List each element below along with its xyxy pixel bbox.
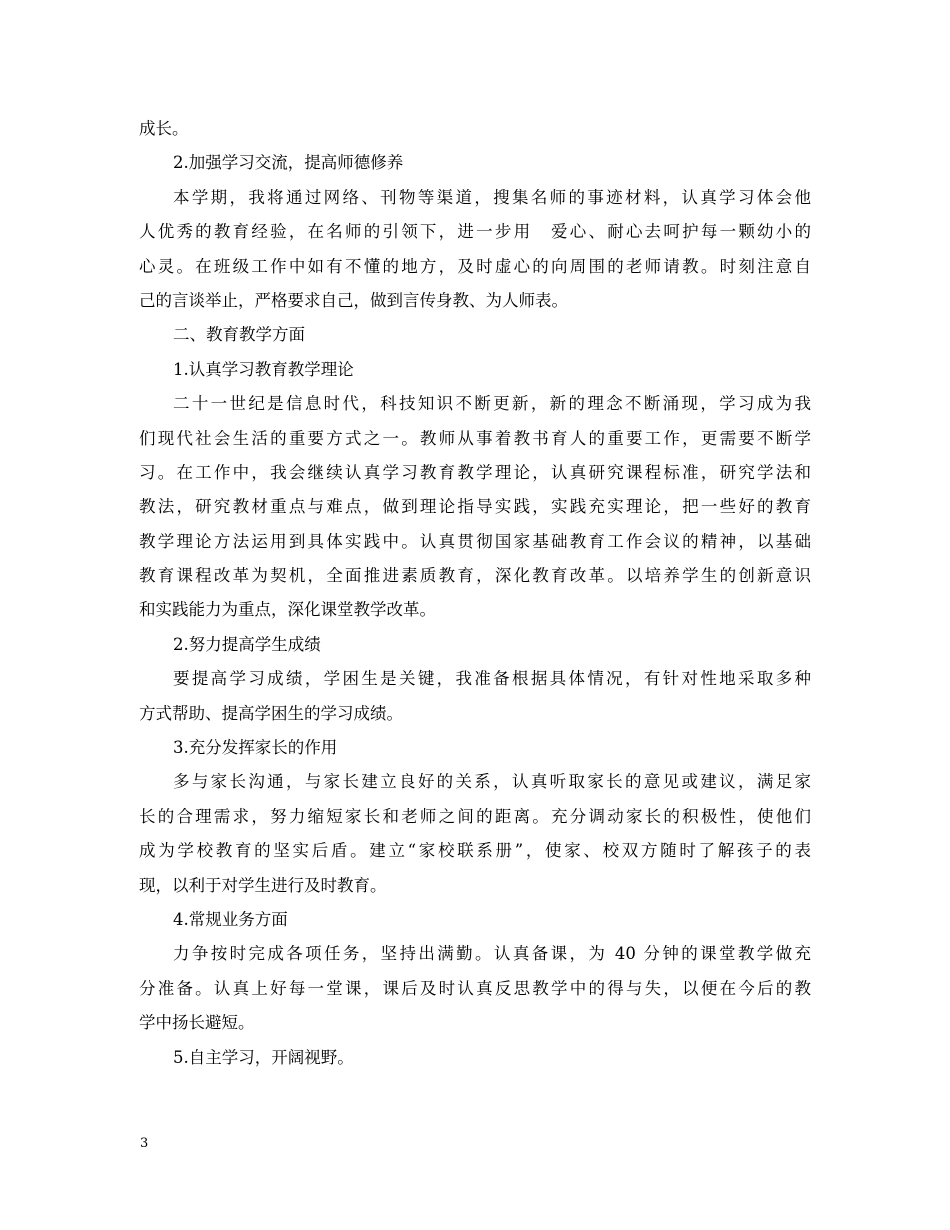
text-line: 分准备。认真上好每一堂课，课后及时认真反思教学中的得与失，以便在今后的教 <box>139 978 811 998</box>
text-line: 3.充分发挥家长的作用 <box>173 738 338 758</box>
text-line: 学中扬长避短。 <box>139 1013 255 1033</box>
text-line: 多与家长沟通，与家长建立良好的关系，认真听取家长的意见或建议，满足家 <box>173 772 811 792</box>
text-line: 习。在工作中，我会继续认真学习教育教学理论，认真研究课程标准，研究学法和 <box>139 462 811 482</box>
text-line: 长的合理需求，努力缩短家长和老师之间的距离。充分调动家长的积极性，使他们 <box>139 806 811 826</box>
text-line: 5.自主学习，开阔视野。 <box>173 1047 354 1067</box>
text-line: 成为学校教育的坚实后盾。建立“家校联系册”，使家、校双方随时了解孩子的表 <box>139 841 811 861</box>
document-body <box>139 112 811 1075</box>
text-line: 2.努力提高学生成绩 <box>173 634 321 654</box>
text-line: 4.常规业务方面 <box>173 909 288 929</box>
text-line: 心灵。在班级工作中如有不懂的地方，及时虚心的向周围的老师请教。时刻注意自 <box>139 256 811 276</box>
text-line: 成长。 <box>139 119 189 138</box>
text-line: 己的言谈举止，严格要求自己，做到言传身教、为人师表。 <box>139 290 568 310</box>
text-line: 人优秀的教育经验，在名师的引领下，进一步用 爱心、耐心去呵护每一颗幼小的 <box>139 222 811 242</box>
text-line: 现，以利于对学生进行及时教育。 <box>139 875 387 895</box>
text-line: 要提高学习成绩，学困生是关键，我准备根据具体情况，有针对性地采取多种 <box>173 669 811 689</box>
text-line: 方式帮助、提高学困生的学习成绩。 <box>139 703 403 723</box>
text-line: 2.加强学习交流，提高师德修养 <box>173 153 404 173</box>
text-line: 和实践能力为重点，深化课堂教学改革。 <box>139 600 436 620</box>
text-line: 本学期，我将通过网络、刊物等渠道，搜集名师的事迹材料，认真学习体会他 <box>173 187 811 207</box>
text-line: 们现代社会生活的重要方式之一。教师从事着教书育人的重要工作，更需要不断学 <box>139 428 811 448</box>
text-line: 1.认真学习教育教学理论 <box>173 359 354 379</box>
text-line: 二、教育教学方面 <box>173 325 305 345</box>
page-number: 3 <box>140 1136 149 1151</box>
text-line: 力争按时完成各项任务，坚持出满勤。认真备课，为 40 分钟的课堂教学做充 <box>173 944 811 964</box>
text-line: 教学理论方法运用到具体实践中。认真贯彻国家基础教育工作会议的精神，以基础 <box>139 531 811 551</box>
text-line: 二十一世纪是信息时代，科技知识不断更新，新的理念不断涌现，学习成为我 <box>173 394 811 414</box>
text-line: 教育课程改革为契机，全面推进素质教育，深化教育改革。以培养学生的创新意识 <box>139 566 811 586</box>
text-line: 教法，研究教材重点与难点，做到理论指导实践，实践充实理论，把一些好的教育 <box>139 497 811 517</box>
